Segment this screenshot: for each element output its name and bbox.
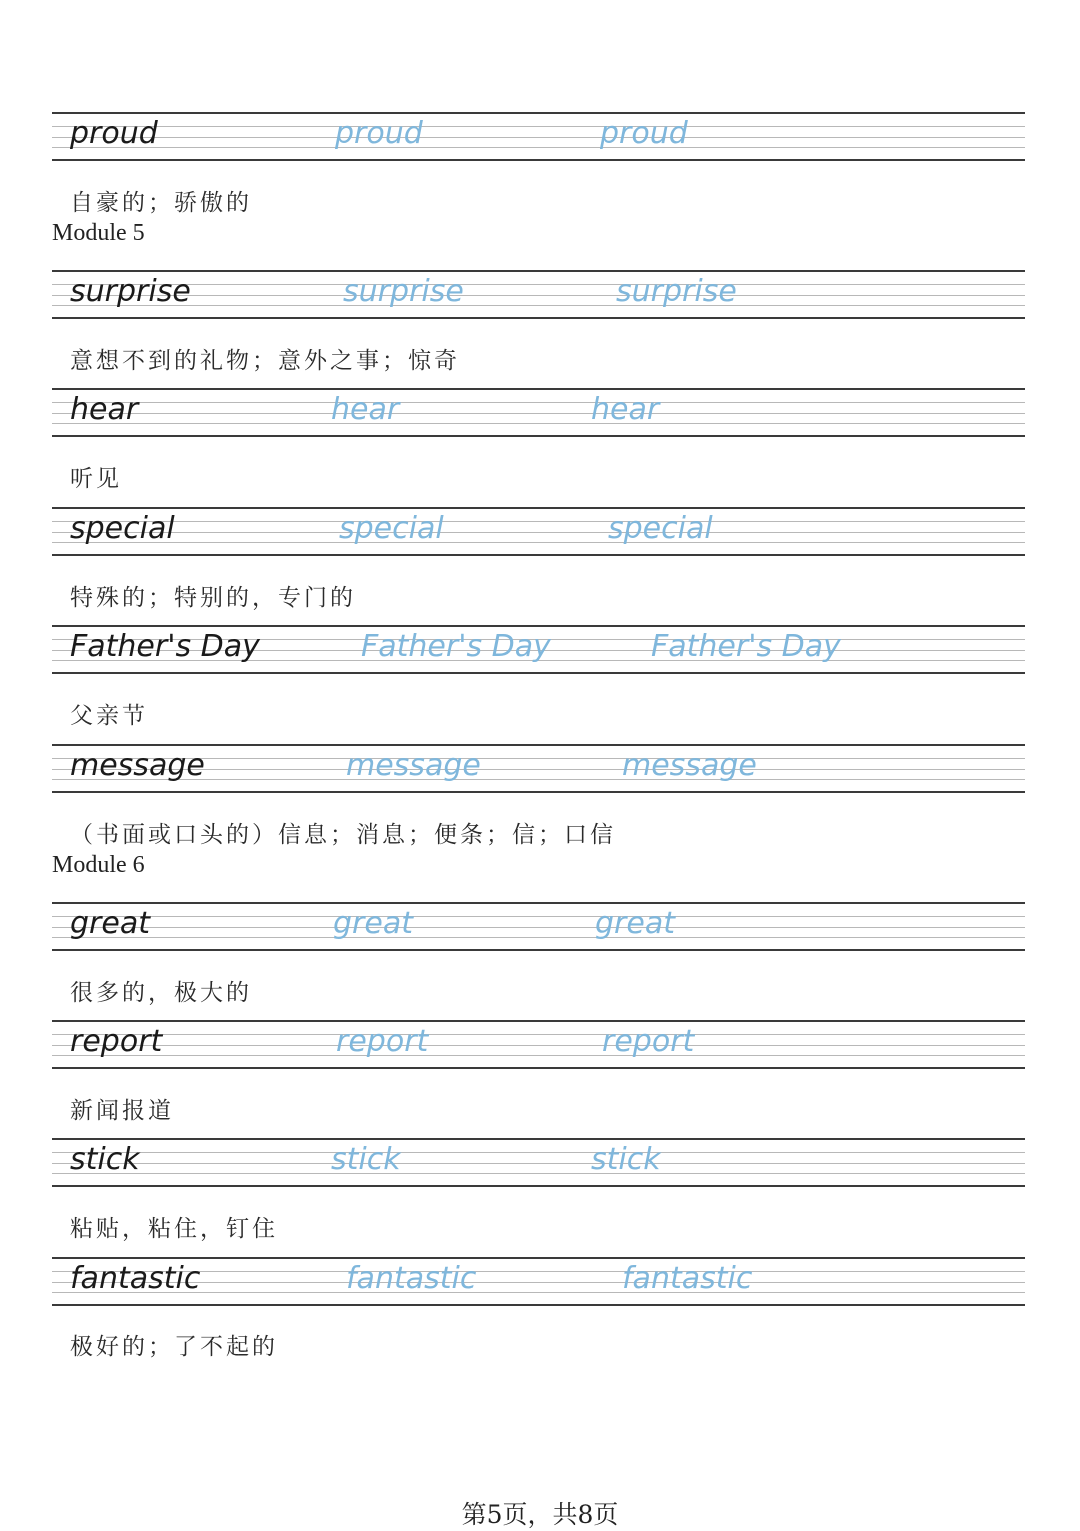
word-main: special <box>70 511 175 546</box>
word-trace-1: hear <box>331 392 400 427</box>
word-trace-1: Father's Day <box>361 629 551 664</box>
bottom-rule <box>52 317 1025 319</box>
guide-line <box>52 413 1025 414</box>
guide-line <box>52 1173 1025 1174</box>
word-main: message <box>70 748 205 783</box>
module-heading-6: Module 6 <box>52 852 145 878</box>
top-rule <box>52 507 1025 509</box>
guide-line <box>52 1034 1025 1035</box>
word-trace-2: proud <box>600 116 688 151</box>
word-trace-1: great <box>333 906 413 941</box>
word-trace-1: message <box>346 748 481 783</box>
guide-line <box>52 1163 1025 1164</box>
guide-line <box>52 147 1025 148</box>
guide-line <box>52 423 1025 424</box>
practice-row-great <box>52 902 1025 950</box>
guide-line <box>52 937 1025 938</box>
word-main: great <box>70 906 150 941</box>
word-main: stick <box>70 1142 140 1177</box>
word-main: report <box>70 1024 163 1059</box>
word-main: Father's Day <box>70 629 260 664</box>
top-rule <box>52 902 1025 904</box>
practice-row-special <box>52 507 1025 555</box>
top-rule <box>52 1020 1025 1022</box>
word-trace-2: fantastic <box>622 1261 753 1296</box>
bottom-rule <box>52 949 1025 951</box>
word-trace-1: special <box>339 511 444 546</box>
word-trace-2: surprise <box>616 274 737 309</box>
practice-row-surprise <box>52 270 1025 318</box>
word-trace-1: stick <box>331 1142 401 1177</box>
meaning-stick: 粘贴，粘住，钉住 <box>70 1216 278 1242</box>
word-trace-2: great <box>595 906 675 941</box>
guide-line <box>52 305 1025 306</box>
guide-line <box>52 916 1025 917</box>
meaning-special: 特殊的；特别的，专门的 <box>70 585 356 611</box>
practice-row-fathers-day <box>52 625 1025 673</box>
page-footer: 第5页，共8页 <box>461 1500 619 1529</box>
bottom-rule <box>52 1304 1025 1306</box>
meaning-message: （书面或口头的）信息；消息；便条；信；口信 <box>70 822 616 848</box>
practice-row-proud <box>52 112 1025 160</box>
meaning-fantastic: 极好的；了不起的 <box>70 1334 278 1360</box>
practice-row-report <box>52 1020 1025 1068</box>
module-heading-5: Module 5 <box>52 220 145 246</box>
bottom-rule <box>52 791 1025 793</box>
word-trace-2: hear <box>591 392 660 427</box>
bottom-rule <box>52 159 1025 161</box>
guide-line <box>52 542 1025 543</box>
guide-line <box>52 126 1025 127</box>
word-trace-2: report <box>602 1024 695 1059</box>
meaning-surprise: 意想不到的礼物；意外之事；惊奇 <box>70 348 460 374</box>
guide-line <box>52 532 1025 533</box>
top-rule <box>52 388 1025 390</box>
word-trace-1: report <box>336 1024 429 1059</box>
bottom-rule <box>52 672 1025 674</box>
meaning-report: 新闻报道 <box>70 1098 174 1124</box>
word-trace-2: special <box>608 511 713 546</box>
meaning-fathers-day: 父亲节 <box>70 703 148 729</box>
bottom-rule <box>52 554 1025 556</box>
top-rule <box>52 112 1025 114</box>
word-trace-1: fantastic <box>346 1261 477 1296</box>
bottom-rule <box>52 1067 1025 1069</box>
word-trace-1: surprise <box>343 274 464 309</box>
guide-line <box>52 137 1025 138</box>
guide-line <box>52 521 1025 522</box>
meaning-hear: 听见 <box>70 466 122 492</box>
meaning-great: 很多的，极大的 <box>70 980 252 1006</box>
word-main: fantastic <box>70 1261 201 1296</box>
top-rule <box>52 1138 1025 1140</box>
guide-line <box>52 1045 1025 1046</box>
practice-row-fantastic <box>52 1257 1025 1305</box>
word-trace-2: stick <box>591 1142 661 1177</box>
top-rule <box>52 270 1025 272</box>
guide-line <box>52 1055 1025 1056</box>
practice-row-message <box>52 744 1025 792</box>
guide-line <box>52 284 1025 285</box>
bottom-rule <box>52 1185 1025 1187</box>
guide-line <box>52 1152 1025 1153</box>
guide-line <box>52 402 1025 403</box>
practice-row-stick <box>52 1138 1025 1186</box>
word-trace-2: Father's Day <box>651 629 841 664</box>
word-main: surprise <box>70 274 191 309</box>
word-trace-1: proud <box>335 116 423 151</box>
word-main: proud <box>70 116 158 151</box>
word-main: hear <box>70 392 139 427</box>
practice-row-hear <box>52 388 1025 436</box>
word-trace-2: message <box>622 748 757 783</box>
bottom-rule <box>52 435 1025 437</box>
guide-line <box>52 295 1025 296</box>
guide-line <box>52 927 1025 928</box>
meaning-proud: 自豪的；骄傲的 <box>70 190 252 216</box>
